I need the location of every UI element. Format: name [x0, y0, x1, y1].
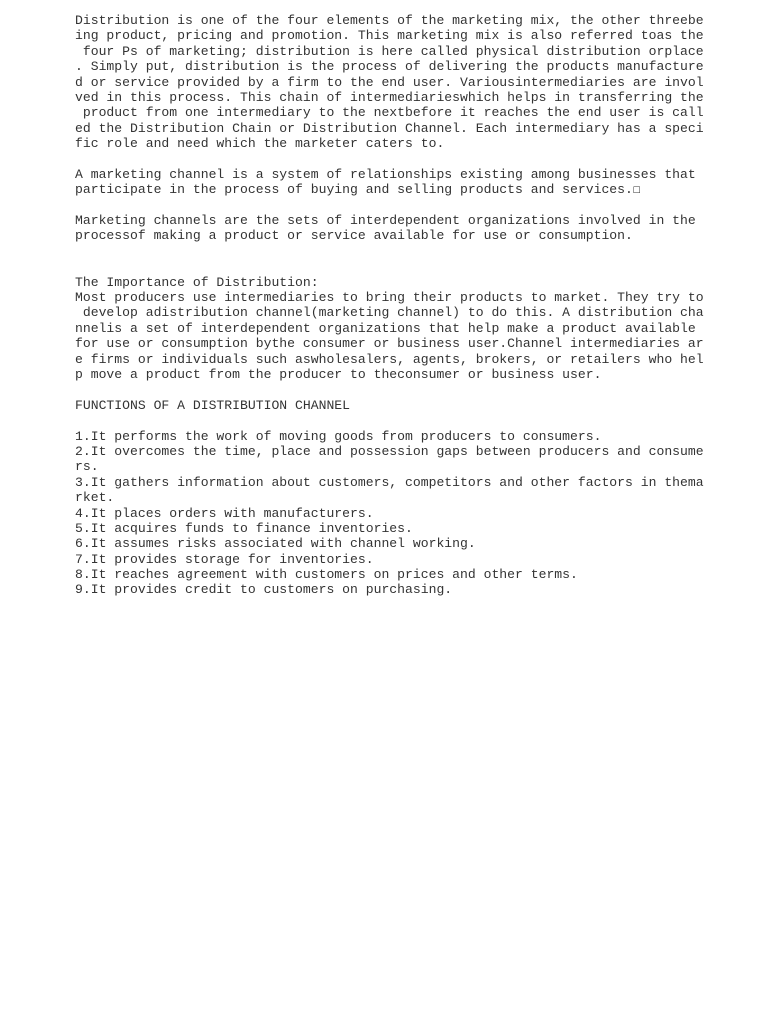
list-item: 6.It assumes risks associated with channel working.: [75, 536, 476, 552]
text-line: ved in this process. This chain of intermediarieswhich helps in transferring the: [75, 89, 704, 105]
paragraph-marketing-channel-system: [75, 167, 695, 198]
text-line: Distribution is one of the four elements of the marketing mix, the other threebe: [75, 13, 704, 28]
text-line: participate in the process of buying and selling products and services.☐: [75, 182, 641, 198]
functions-list: [75, 428, 704, 598]
text-line: develop adistribution channel(marketing channel) to do this. A distribution cha: [75, 305, 704, 321]
text-line: d or service provided by a firm to the end user. Variousintermediaries are invol: [75, 74, 704, 90]
list-item: 2.It overcomes the time, place and possession gaps between producers and consume: [75, 443, 704, 459]
text-line: product from one intermediary to the nextbefore it reaches the end user is call: [75, 105, 704, 121]
text-line: fic role and need which the marketer caters to.: [75, 136, 445, 152]
list-item: 4.It places orders with manufacturers.: [75, 505, 374, 521]
paragraph-spacer: [75, 382, 695, 397]
section-heading: FUNCTIONS OF A DISTRIBUTION CHANNEL: [75, 397, 351, 413]
paragraph-spacer: [75, 152, 695, 167]
paragraph-spacer: [75, 413, 695, 428]
list-item: 8.It reaches agreement with customers on prices and other terms.: [75, 567, 578, 583]
text-line: . Simply put, distribution is the process of delivering the products manufacture: [75, 59, 704, 75]
text-line: processof making a product or service available for use or consumption.: [75, 228, 633, 244]
section-heading: The Importance of Distribution:: [75, 274, 319, 290]
text-line: nnelis a set of interdependent organizations that help make a product available: [75, 320, 696, 336]
section-importance-of-distribution: [75, 274, 704, 383]
text-line: Marketing channels are the sets of interdependent organizations involved in the: [75, 213, 696, 229]
list-item: 9.It provides credit to customers on purchasing.: [75, 582, 453, 598]
paragraph-distribution-intro: [75, 13, 704, 152]
text-line: ed the Distribution Chain or Distribution Channel. Each intermediary has a speci: [75, 120, 704, 136]
list-item: rket.: [75, 490, 115, 506]
list-item: 7.It provides storage for inventories.: [75, 551, 374, 567]
list-item: 1.It performs the work of moving goods from producers to consumers.: [75, 428, 602, 444]
text-line: p move a product from the producer to theconsumer or business user.: [75, 367, 602, 382]
text-line: four Ps of marketing; distribution is here called physical distribution orplace: [75, 43, 704, 59]
paragraph-spacer: [75, 198, 695, 213]
text-line: e firms or individuals such aswholesalers, agents, brokers, or retailers who hel: [75, 351, 704, 367]
text-line: Most producers use intermediaries to bring their products to market. They try to: [75, 290, 704, 306]
document-page: [75, 13, 704, 598]
text-line: ing product, pricing and promotion. This marketing mix is also referred toas the: [75, 28, 704, 44]
paragraph-spacer: [75, 244, 695, 275]
list-item: 3.It gathers information about customers, competitors and other factors in thema: [75, 474, 704, 490]
text-line: for use or consumption bythe consumer or business user.Channel intermediaries ar: [75, 336, 704, 352]
list-item: 5.It acquires funds to finance inventories.: [75, 520, 413, 536]
paragraph-marketing-channel-definition: [75, 213, 695, 244]
text-line: A marketing channel is a system of relationships existing among businesses that: [75, 166, 696, 182]
list-item: rs.: [75, 459, 99, 475]
